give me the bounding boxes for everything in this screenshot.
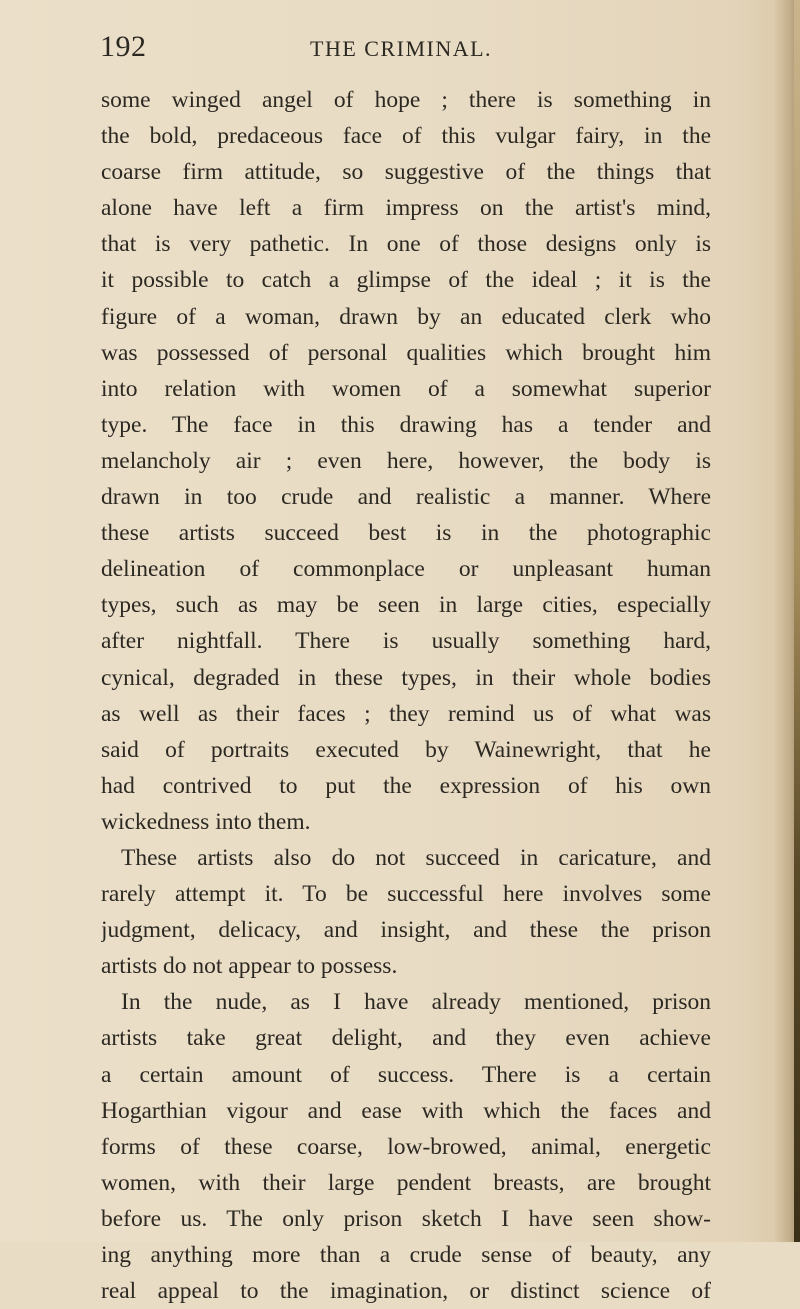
page-number: 192 (100, 30, 147, 63)
text-line: was possessed of personal qualities which brought him (101, 339, 711, 366)
body-text (101, 82, 711, 1309)
text-line: had contrived to put the expression of his own (101, 772, 711, 799)
text-line: it possible to catch a glimpse of the ideal ; it is the (101, 267, 711, 294)
text-line: coarse firm attitude, so suggestive of the things that (101, 159, 711, 186)
text-line: types, such as may be seen in large cities, especially (101, 592, 711, 619)
text-line: rarely attempt it. To be successful here involves some (101, 881, 711, 908)
text-line: a certain amount of success. There is a certain (101, 1061, 711, 1088)
text-line: drawn in too crude and realistic a manner. Where (101, 484, 711, 511)
page-header (100, 22, 710, 78)
text-line: type. The face in this drawing has a tender and (101, 411, 711, 438)
text-line: melancholy air ; even here, however, the body is (101, 447, 711, 474)
text-line: women, with their large pendent breasts, are brought (101, 1169, 711, 1196)
paragraph (101, 82, 711, 840)
text-line: said of portraits executed by Wainewright, that he (101, 736, 711, 763)
paragraph (101, 840, 711, 984)
text-line: into relation with women of a somewhat superior (101, 375, 711, 402)
text-line: forms of these coarse, low-browed, animal, energetic (101, 1133, 711, 1160)
text-line: figure of a woman, drawn by an educated clerk who (101, 303, 711, 330)
text-line: before us. The only prison sketch I have seen show- (101, 1205, 711, 1232)
text-line: judgment, delicacy, and insight, and these the prison (101, 917, 711, 944)
text-line: that is very pathetic. In one of those designs only is (101, 231, 711, 258)
page-edge (794, 0, 800, 1242)
text-line: the bold, predaceous face of this vulgar fairy, in the (101, 123, 711, 150)
text-line: Hogarthian vigour and ease with which the faces and (101, 1097, 711, 1124)
text-line: delineation of commonplace or unpleasant human (101, 556, 711, 583)
paragraph (101, 984, 711, 1309)
text-line: artists take great delight, and they even achieve (101, 1025, 711, 1052)
text-line: wickedness into them. (101, 808, 311, 835)
text-line: ing anything more than a crude sense of beauty, any (101, 1242, 711, 1268)
text-line: some winged angel of hope ; there is something in (101, 87, 711, 113)
text-line: these artists succeed best is in the photographic (101, 520, 711, 547)
text-line: cynical, degraded in these types, in their whole bodies (101, 664, 711, 691)
text-line: as well as their faces ; they remind us of what was (101, 700, 711, 727)
text-line: artists do not appear to possess. (101, 953, 398, 980)
text-line: alone have left a firm impress on the artist's mind, (101, 195, 711, 222)
text-line: These artists also do not succeed in caricature, and (121, 844, 711, 871)
running-title: THE CRIMINAL. (310, 36, 493, 61)
text-line: real appeal to the imagination, or distinct science of (101, 1278, 711, 1305)
text-line: after nightfall. There is usually something hard, (101, 628, 711, 655)
text-line: In the nude, as I have already mentioned, prison (121, 989, 711, 1016)
